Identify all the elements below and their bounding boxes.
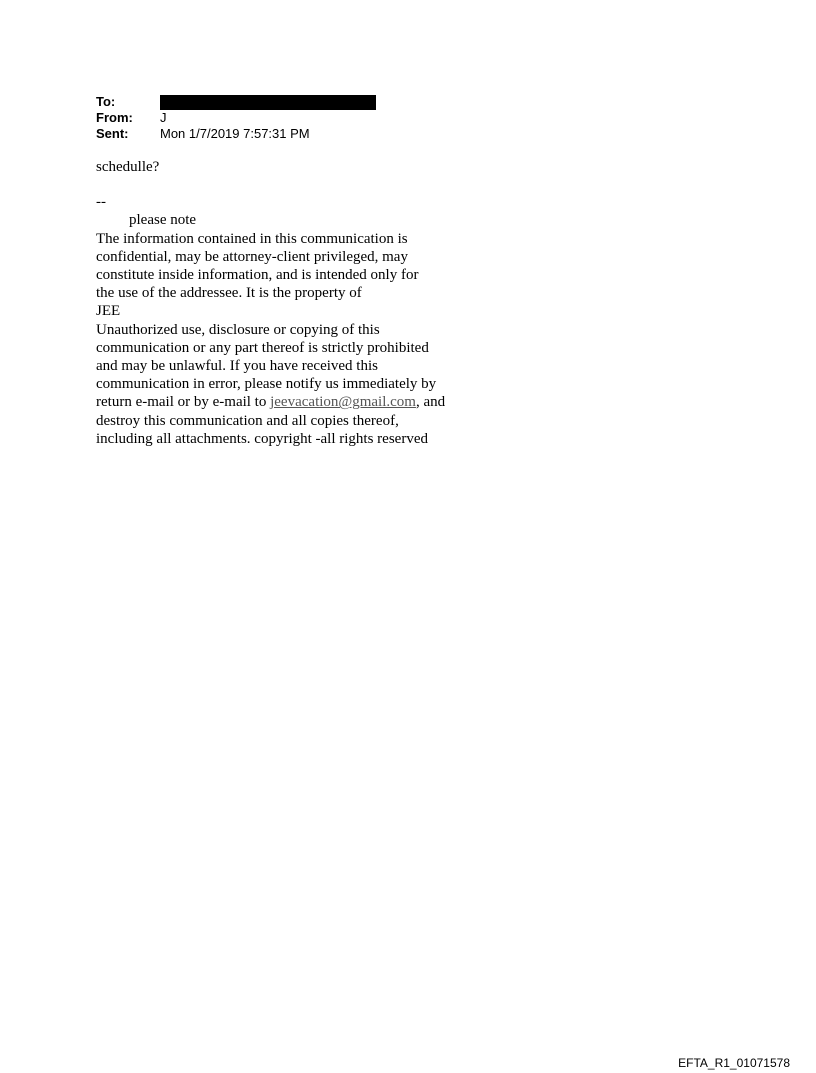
email-header xyxy=(96,94,376,142)
email-link[interactable]: jeevacation@gmail.com xyxy=(270,394,416,411)
email-line-suffix: , and xyxy=(415,394,446,411)
closing-line: destroy this communication and all copies thereof, xyxy=(96,412,399,429)
disclaimer-line: communication in error, please notify us immediately by xyxy=(96,376,437,393)
message-body xyxy=(96,158,476,448)
disclaimer-line: JEE xyxy=(96,303,121,320)
email-line xyxy=(96,393,476,411)
signature-separator: -- xyxy=(96,194,106,211)
from-row xyxy=(96,110,376,126)
note-heading: please note xyxy=(129,212,197,229)
disclaimer-line: The information contained in this communication is xyxy=(96,230,408,247)
disclaimer-line: the use of the addressee. It is the property of xyxy=(96,285,362,302)
document-id: EFTA_R1_01071578 xyxy=(678,1056,790,1070)
disclaimer-line: Unauthorized use, disclosure or copying of this xyxy=(96,321,380,338)
sent-value: Mon 1/7/2019 7:57:31 PM xyxy=(160,126,310,141)
disclaimer-line: and may be unlawful. If you have received this xyxy=(96,358,378,375)
from-value: J xyxy=(160,110,167,125)
disclaimer-line: communication or any part thereof is strictly prohibited xyxy=(96,339,429,356)
disclaimer-line: constitute inside information, and is intended only for xyxy=(96,267,419,284)
redacted-recipient xyxy=(160,95,376,110)
disclaimer-line: confidential, may be attorney-client privileged, may xyxy=(96,248,408,265)
closing-line: including all attachments. copyright -all rights reserved xyxy=(96,430,428,447)
sent-row xyxy=(96,126,376,142)
to-row xyxy=(96,94,376,110)
from-label: From: xyxy=(96,110,133,125)
sent-label: Sent: xyxy=(96,126,129,141)
to-label: To: xyxy=(96,94,116,109)
email-line-prefix: return e-mail or by e-mail to xyxy=(96,394,271,411)
message-text: schedulle? xyxy=(96,159,160,175)
